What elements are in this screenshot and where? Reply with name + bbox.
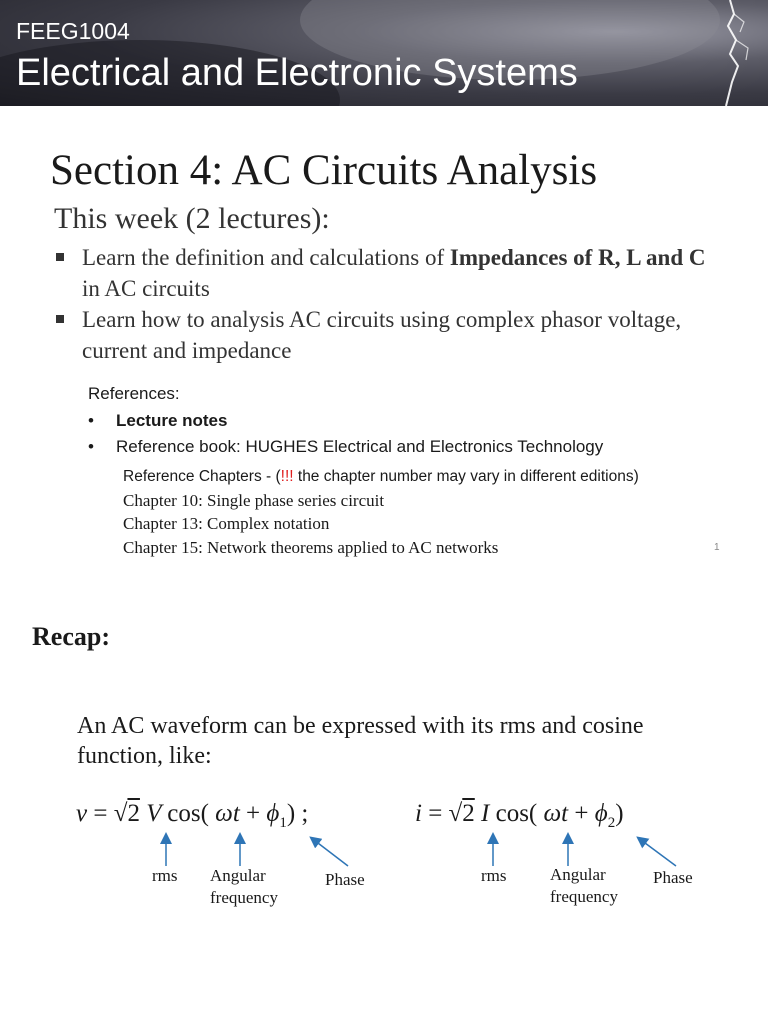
chapters-heading: Reference Chapters - (!!! the chapter number may vary in different editions) bbox=[123, 468, 639, 485]
current-equation: i = √2 I cos( $\omega t + \phi_2$) bbox=[415, 800, 624, 831]
rms-label: rms bbox=[481, 866, 507, 885]
recap-heading: Recap: bbox=[32, 622, 110, 651]
angular-frequency-label: Angular frequency bbox=[210, 866, 278, 907]
phase-label: Phase bbox=[325, 870, 365, 889]
chapter-item: Chapter 10: Single phase series circuit bbox=[123, 490, 385, 510]
objective-item: Learn how to analysis AC circuits using complex phasor voltage, current and impedance bbox=[54, 304, 724, 366]
phase-arrow bbox=[641, 840, 676, 866]
chapter-item: Chapter 15: Network theorems applied to AC networks bbox=[123, 537, 499, 557]
recap-paragraph: An AC waveform can be expressed with its rms and cosine function, like: bbox=[77, 713, 644, 769]
chapter-item: Chapter 13: Complex notation bbox=[123, 514, 330, 533]
course-title: Electrical and Electronic Systems bbox=[16, 52, 578, 94]
course-code: FEEG1004 bbox=[16, 18, 130, 44]
references-heading: References: bbox=[88, 384, 180, 403]
voltage-equation: v = √2 V cos( $\omega t + \phi_1$) ; bbox=[76, 800, 309, 831]
reference-item: • Reference book: HUGHES Electrical and Electronics Technology bbox=[88, 434, 603, 460]
phase-label: Phase bbox=[653, 868, 693, 887]
page-number: 1 bbox=[714, 542, 720, 553]
week-heading: This week (2 lectures): bbox=[54, 202, 330, 235]
objective-item: Learn the definition and calculations of Impedances of R, L and C in AC circuits bbox=[54, 242, 724, 304]
reference-item: • Lecture notes bbox=[88, 408, 603, 434]
rms-label: rms bbox=[152, 866, 178, 885]
phase-arrow bbox=[314, 840, 348, 866]
angular-frequency-label: Angular frequency bbox=[550, 865, 618, 906]
section-title: Section 4: AC Circuits Analysis bbox=[50, 147, 598, 194]
